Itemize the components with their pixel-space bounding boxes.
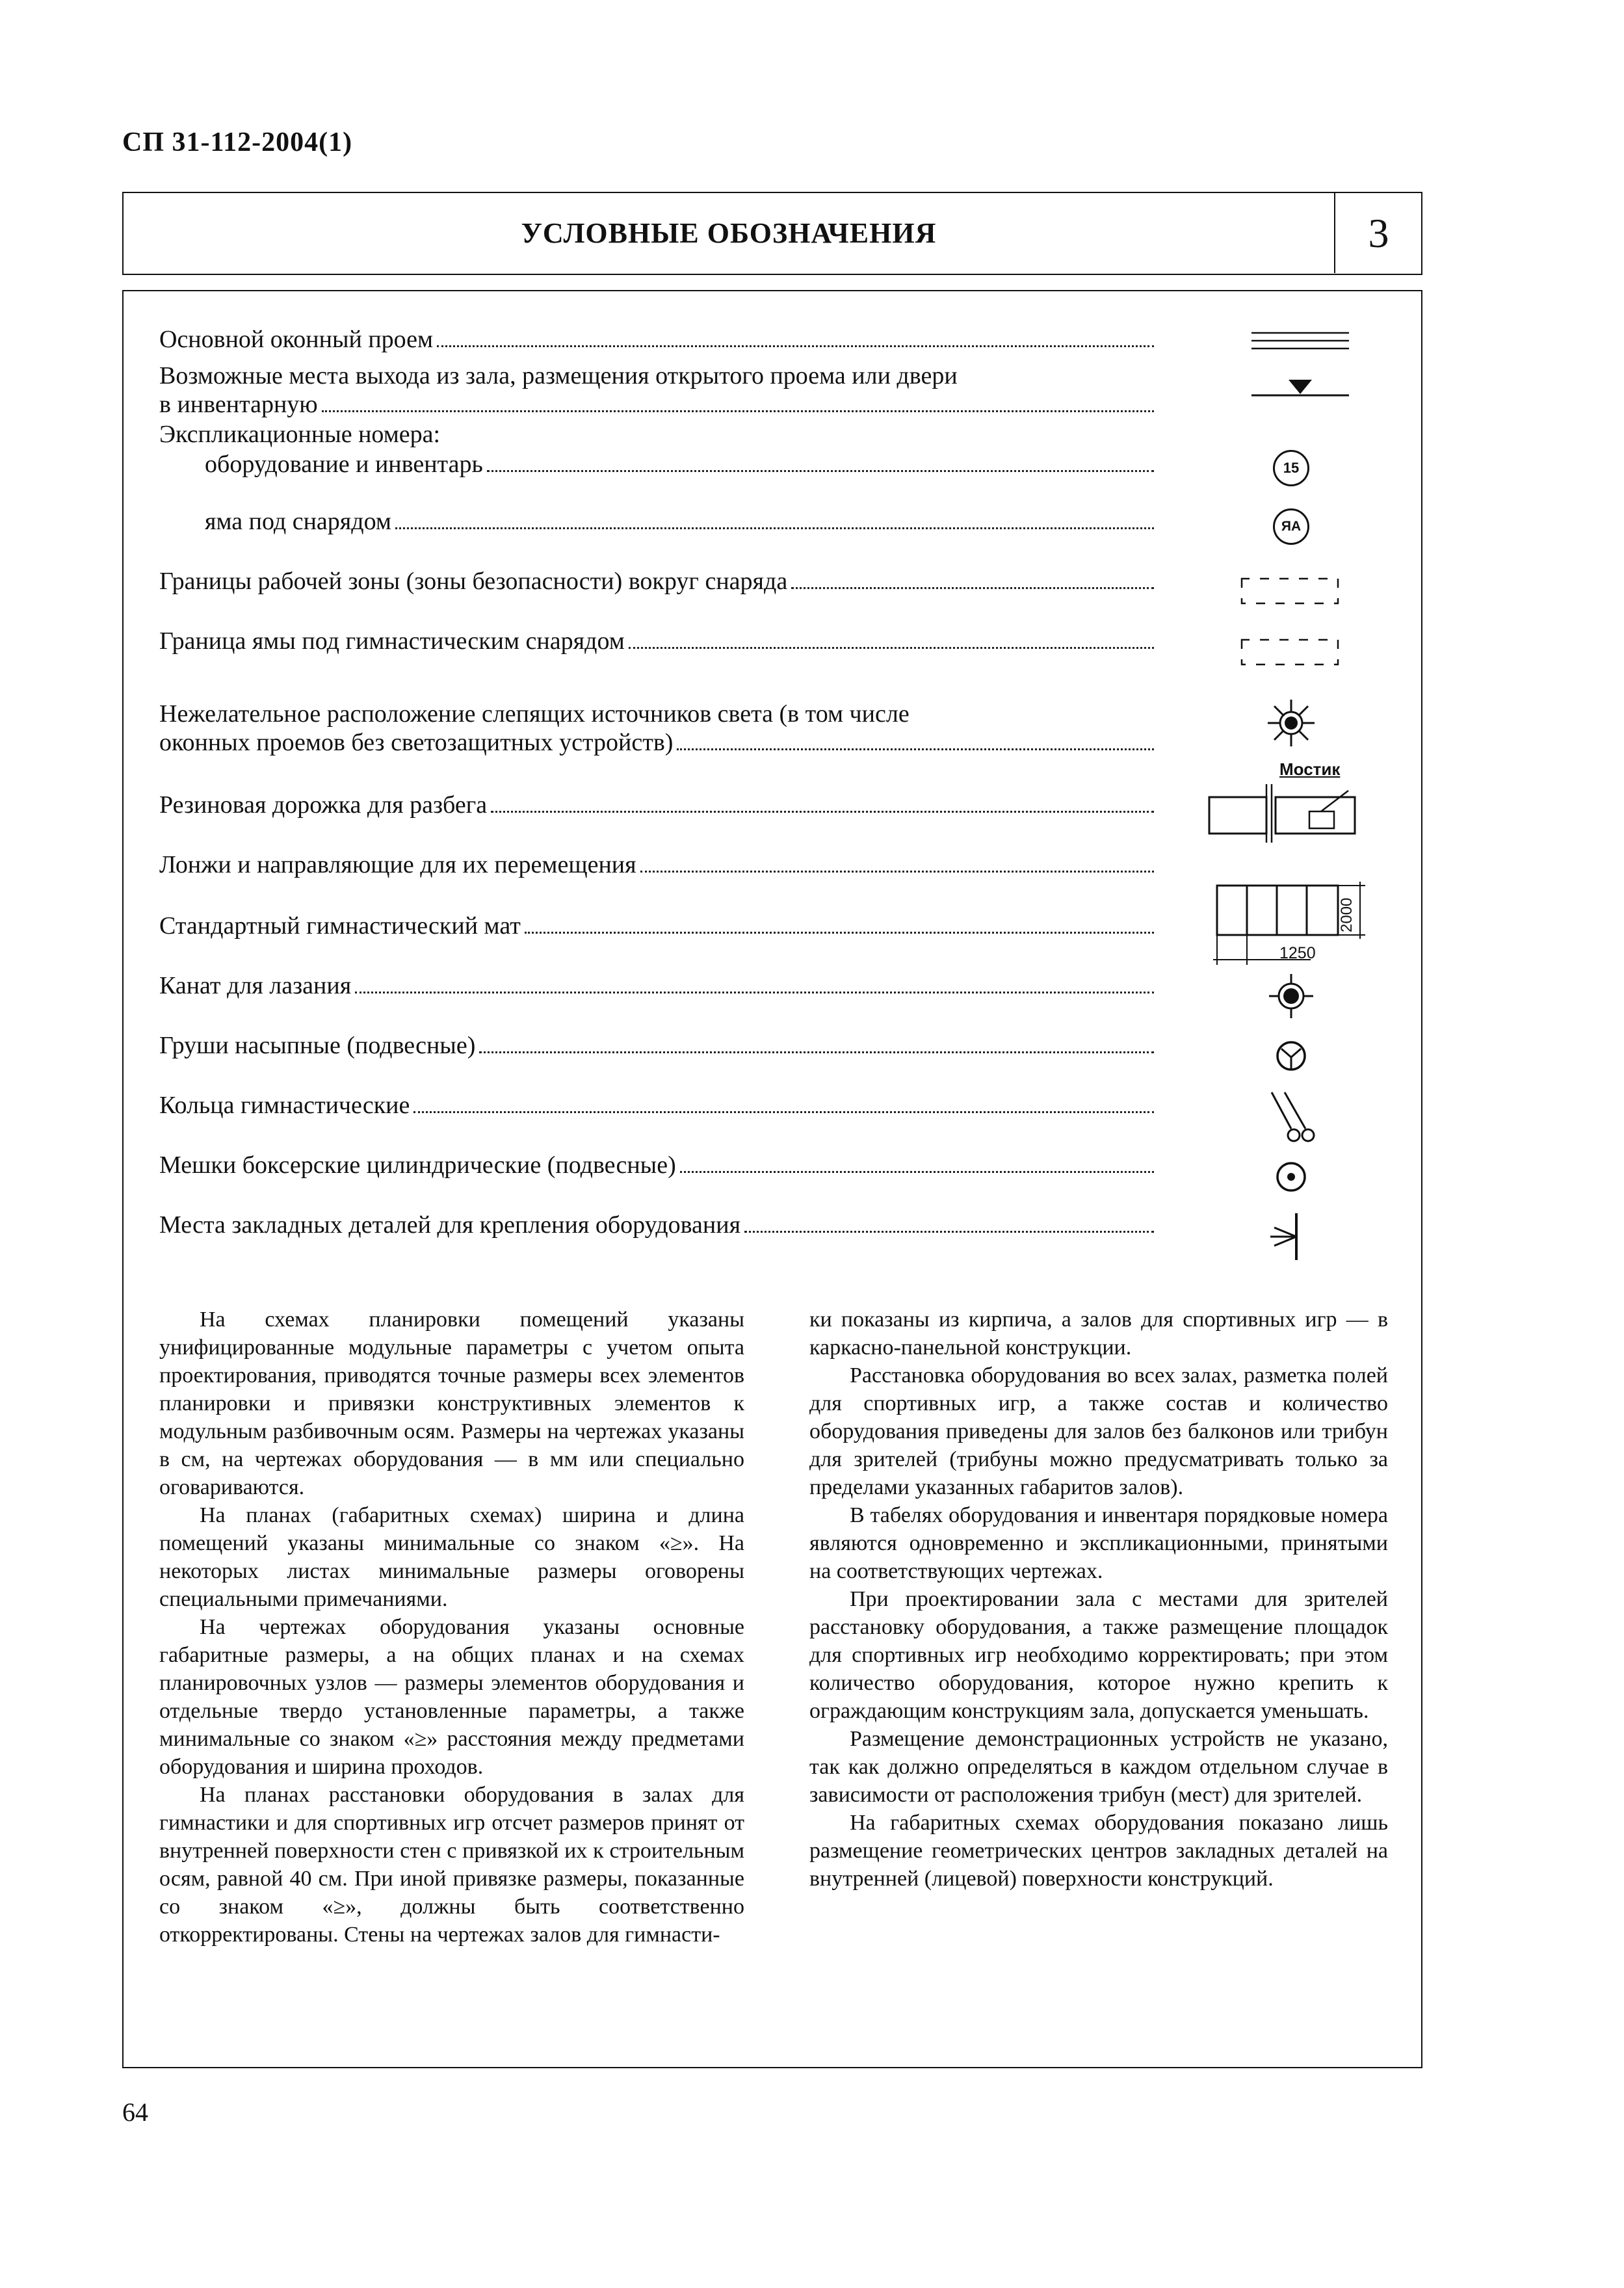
legend-item-rings [159,1091,1155,1120]
legend-label: оборудование и инвентарь [205,451,483,478]
body-paragraph: На планах (габаритных схемах) ширина и длина помещений указаны минимальные со знаком «≥». На некоторых листах минимальные размеры оговорены специальными примечаниями. [159,1503,744,1611]
equipment-number-symbol: 15 [1273,450,1309,486]
pit-number-symbol: ЯА [1273,508,1309,545]
body-paragraph: Расстановка оборудования во всех залах, разметка полей для спортивных игр, а также состав и количество оборудования приведены для залов без балконов или трибун для зрителей (трибуны можно предусматривать только за пределами указанных габаритов залов). [809,1363,1388,1499]
legend-item-pears [159,1031,1155,1060]
legend-item-mat [159,912,1155,940]
legend-item-exit [159,362,1155,419]
bridge-label: Мостик [1279,759,1341,779]
legend-label: Кольца гимнастические [159,1092,410,1119]
section-title: УСЛОВНЫЕ ОБОЗНАЧЕНИЯ [521,217,937,249]
legend-label: Стандартный гимнастический мат [159,912,521,940]
boxing-bag-icon [1273,1159,1309,1195]
legend-expl-header [159,420,1155,449]
mat-width-dimension: 1250 [1279,944,1316,962]
body-paragraph: Размещение демонстрационных устройств не указано, так как должно определяться в каждом отдельном случае в зависимости от расположения трибун (мест) для зрителей. [809,1727,1388,1807]
body-paragraph: На планах расстановки оборудования в залах для гимнастики и для спортивных игр отсчет размеров принят от внутренней поверхности стен с привязкой их к строительным осям, равной 40 см. При иной привязке размеры, показанные со знаком «≥», должны быть соответственно откорректированы. Стены на чертежах залов для гимнасти- [159,1783,744,1947]
pit-border-symbol [1235,632,1346,671]
document-code: СП 31-112-2004(1) [122,127,353,157]
title-frame [122,192,1422,275]
work-zone-symbol [1235,571,1346,610]
body-paragraph-continued: ки показаны из кирпича, а залов для спортивных игр — в каркасно-панельной конструкции. [809,1308,1388,1360]
legend-label-cont: в инвентарную [159,391,318,418]
legend-label: Возможные места выхода из зала, размещения открытого проема или двери [159,362,958,389]
body-paragraph: На габаритных схемах оборудования показано лишь размещение геометрических центров закладных деталей на внутренней (лицевой) поверхности конструкций. [809,1811,1388,1891]
body-paragraph: При проектировании зала с местами для зрителей расстановку оборудования, а также размещение площадок для спортивных игр необходимо корректировать; при этом количество оборудования, которое нужно крепить к ограждающим конструкциям зала, допускается уменьшать. [809,1587,1388,1723]
legend-item-embedded [159,1211,1155,1239]
legend-label: Границы рабочей зоны (зоны безопасности) вокруг снаряда [159,568,788,595]
mat-height-dimension: 2000 [1338,897,1356,932]
legend-label: Резиновая дорожка для разбега [159,791,488,819]
punching-pear-icon [1273,1038,1309,1074]
legend-label: Экспликационные номера: [159,421,441,448]
legend-item-work-zone [159,567,1155,596]
legend-item-main-window [159,325,1155,354]
legend-label: Мешки боксерские цилиндрические (подвесные) [159,1151,676,1179]
body-column-right [809,1306,1388,1893]
page-number: 64 [122,2097,148,2127]
main-window-symbol [1248,329,1352,352]
body-paragraph: В табелях оборудования и инвентаря порядковые номера являются одновременно и экспликационными, принятыми на соответствующих чертежах. [809,1503,1388,1583]
embedded-part-icon [1268,1211,1313,1263]
exit-symbol [1248,373,1352,399]
section-number: 3 [1334,193,1422,273]
body-paragraph: На схемах планировки помещений указаны унифицированные модульные параметры с учетом опыта проектирования, приводятся точные размеры всех элементов планировки и привязки конструктивных элементов к модульным разбивочным осям. Размеры на чертежах указаны в см, на чертежах оборудования — в мм или специально оговариваются. [159,1308,744,1499]
legend-label: Места закладных деталей для крепления оборудования [159,1211,741,1239]
legend-item-equipment [159,450,1155,479]
climbing-rope-icon [1266,971,1316,1021]
legend-item-rubber-track [159,791,1155,819]
legend-label: Лонжи и направляющие для их перемещения [159,851,636,878]
legend-item-bags [159,1151,1155,1179]
rubber-track-symbol [1204,778,1360,845]
glare-source-icon [1266,698,1316,748]
legend-item-pit [159,507,1155,536]
gym-rings-icon [1268,1090,1320,1148]
legend-label: Груши насыпные (подвесные) [159,1032,476,1059]
legend-label: Канат для лазания [159,972,352,999]
legend-label: яма под снарядом [205,508,391,535]
legend-label: Граница ямы под гимнастическим снарядом [159,627,625,655]
legend-item-glare [159,700,1155,757]
legend-item-pit-border [159,627,1155,655]
legend-item-rope [159,971,1155,1000]
body-column-left [159,1306,744,1949]
legend-label: Нежелательное расположение слепящих источников света (в том числе [159,700,910,728]
legend-item-lunge [159,850,1155,879]
legend-label: Основной оконный проем [159,326,434,353]
legend-label-cont: оконных проемов без светозащитных устройств) [159,729,674,756]
body-paragraph: На чертежах оборудования указаны основные габаритные размеры, а на общих планах и на схемах планировочных узлов — размеры элементов оборудования и отдельные твердо установленные параметры, а также минимальные со знаком «≥» расстояния между предметами оборудования и ширина проходов. [159,1615,744,1779]
